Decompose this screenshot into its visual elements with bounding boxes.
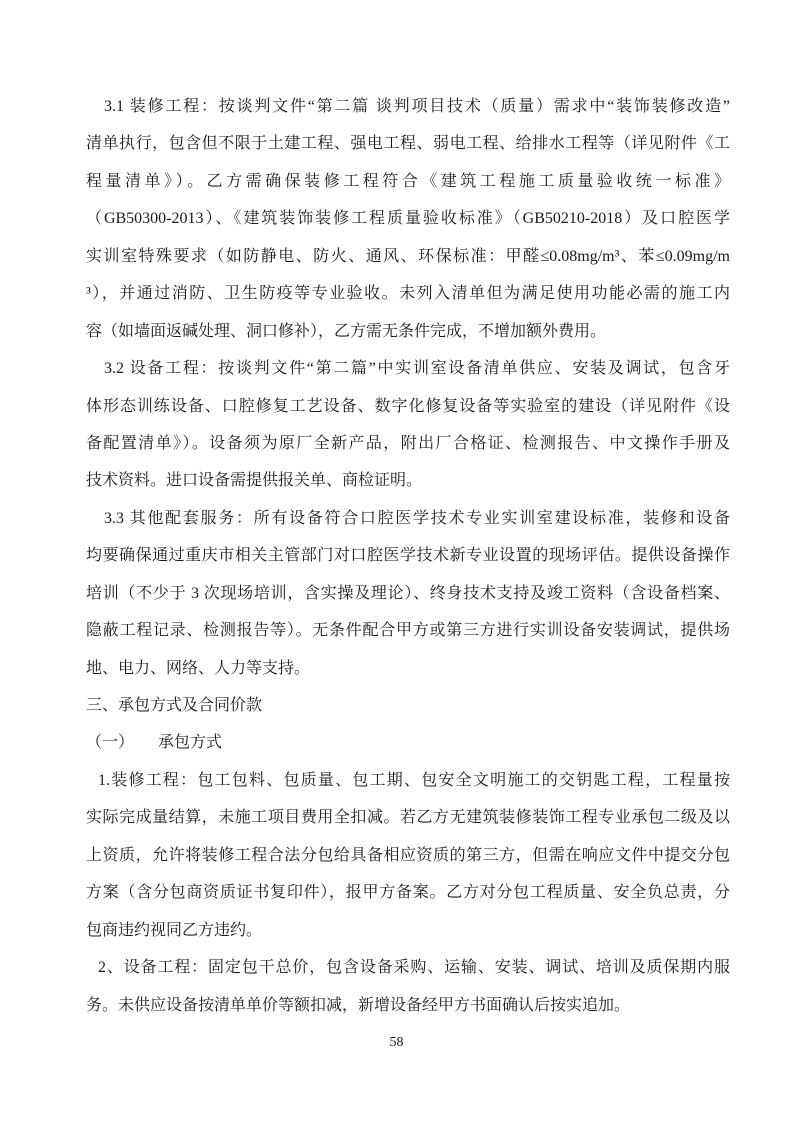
text-line: 3.1 装修工程：按谈判文件“第二篇 谈判项目技术（质量）需求中“装饰装修改造” xyxy=(104,98,730,115)
text-line: 备配置清单》）。设备须为原厂全新产品，附出厂合格证、检测报告、中文操作手册及 xyxy=(86,434,730,452)
text-line: 上资质，允许将装修工程合法分包给具备相应资质的第三方，但需在响应文件中提交分包 xyxy=(86,846,730,864)
text-line: 均要确保通过重庆市相关主管部门对口腔医学技术新专业设置的现场评估。提供设备操作 xyxy=(86,547,730,565)
text-line: 2、设备工程：固定包干总价，包含设备采购、运输、安装、调试、培训及质保期内服 xyxy=(98,959,730,977)
document-body xyxy=(86,88,730,1024)
text-line: 程量清单》）。乙方需确保装修工程符合《建筑工程施工质量验收统一标准》 xyxy=(86,172,730,190)
text-line: （GB50300-2013）、《建筑装饰装修工程质量验收标准》（GB50210-2018）及口腔医学 xyxy=(86,210,730,228)
text-line: 实际完成量结算，未施工项目费用全扣减。若乙方无建筑装修装饰工程专业承包二级及以 xyxy=(86,809,730,827)
page-number: 58 xyxy=(389,1035,404,1050)
text-line: 3.2 设备工程：按谈判文件“第二篇”中实训室设备清单供应、安装及调试，包含牙 xyxy=(104,360,730,378)
text-line: 实训室特殊要求（如防静电、防火、通风、环保标准：甲醛≤0.08mg/m³、苯≤0.09mg/m xyxy=(86,247,730,265)
text-line: 技术资料。进口设备需提供报关单、商检证明。 xyxy=(86,472,423,490)
text-line: 包商违约视同乙方违约。 xyxy=(86,921,263,939)
text-line: ³），并通过消防、卫生防疫等专业验收。未列入清单但为满足使用功能必需的施工内 xyxy=(86,285,730,303)
clause-3-3-supporting-services xyxy=(86,500,730,687)
text-line: 培训（不少于 3 次现场培训，含实操及理论）、终身技术支持及竣工资料（含设备档案、 xyxy=(86,584,730,602)
text-line: 体形态训练设备、口腔修复工艺设备、数字化修复设备等实验室的建设（详见附件《设 xyxy=(86,397,730,415)
text-line: 3.3 其他配套服务：所有设备符合口腔医学技术专业实训室建设标准，装修和设备 xyxy=(104,509,730,527)
text-line: 容（如墙面返碱处理、洞口修补），乙方需无条件完成，不增加额外费用。 xyxy=(86,322,607,340)
heading-3-1-contracting-method xyxy=(86,724,730,761)
text-line: 方案（含分包商资质证书复印件），报甲方备案。乙方对分包工程质量、安全负总责，分 xyxy=(86,884,730,902)
text-line: 1.装修工程：包工包料、包质量、包工期、包安全文明施工的交钥匙工程，工程量按 xyxy=(98,771,730,789)
clause-3-2-equipment-works xyxy=(86,350,730,500)
text-line: （一） 承包方式 xyxy=(86,734,223,752)
clause-2-equipment-contracting xyxy=(86,949,730,1024)
text-line: 隐蔽工程记录、检测报告等）。无条件配合甲方或第三方进行实训设备安装调试，提供场 xyxy=(86,622,730,640)
text-line: 三、承包方式及合同价款 xyxy=(86,697,263,714)
text-line: 清单执行，包含但不限于土建工程、强电工程、弱电工程、给排水工程等（详见附件《工 xyxy=(86,135,730,153)
text-line: 务。未供应设备按清单单价等额扣减，新增设备经甲方书面确认后按实追加。 xyxy=(86,996,631,1014)
heading-section-3-contracting-method xyxy=(86,687,730,724)
clause-1-decoration-contracting xyxy=(86,762,730,949)
text-line: 地、电力、网络、人力等支持。 xyxy=(86,659,311,677)
clause-3-1-decoration-works xyxy=(86,88,730,350)
